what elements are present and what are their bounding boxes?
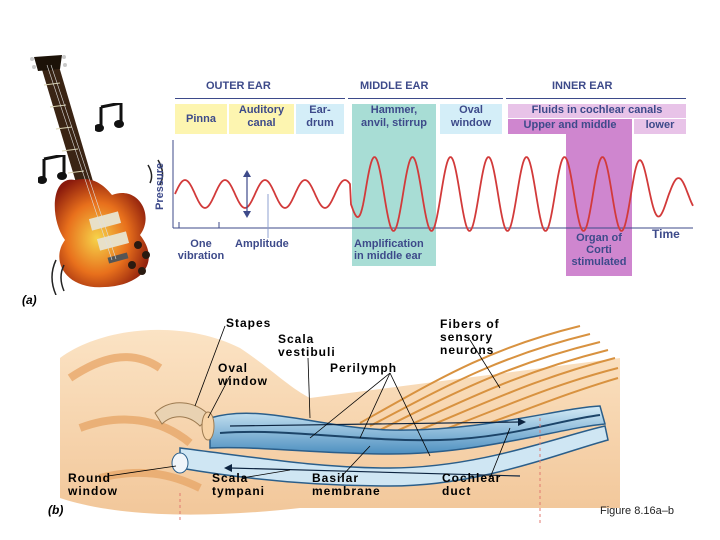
box-oval-window: Oval window — [440, 104, 502, 134]
label-cochlear-duct: Cochlear duct — [442, 471, 502, 498]
music-note-icon — [38, 155, 68, 185]
label-round-window: Round window — [68, 471, 118, 498]
label-stapes: Stapes — [226, 316, 272, 330]
label-oval-window: Oval window — [218, 361, 268, 388]
section-middle-ear: MIDDLE EAR — [360, 80, 429, 92]
label-scala-tympani: Scala tympani — [212, 471, 266, 498]
box-pinna: Pinna — [175, 104, 227, 134]
figure-caption: Figure 8.16a–b — [600, 505, 674, 517]
music-note-icon — [95, 103, 125, 133]
label-fibers-of-sensory-neurons: Fibers of sensory neurons — [440, 317, 500, 357]
organ-of-corti-label: Organ of Corti stimulated — [571, 232, 627, 268]
box-eardrum: Ear- drum — [296, 104, 344, 134]
box-hammer-anvil-stirrup: Hammer, anvil, stirrup — [352, 104, 436, 134]
amplitude-label: Amplitude — [235, 238, 289, 250]
label-scala-vestibuli: Scala vestibuli — [278, 332, 336, 359]
panel-b-tag: (b) — [48, 503, 64, 517]
section-outer-ear: OUTER EAR — [206, 80, 271, 92]
box-auditory-canal: Auditory canal — [229, 104, 294, 134]
y-axis-label: Pressure — [154, 162, 166, 210]
section-inner-ear: INNER EAR — [552, 80, 613, 92]
box-lower: lower — [634, 119, 686, 134]
box-fluids: Fluids in cochlear canals — [508, 104, 686, 118]
one-vibration-label: One vibration — [177, 238, 225, 262]
label-perilymph: Perilymph — [330, 361, 398, 375]
box-upper-middle: Upper and middle — [508, 119, 632, 134]
pressure-wave-graph — [165, 140, 700, 240]
panel-a-tag: (a) — [22, 293, 37, 307]
label-basilar-membrane: Basilar membrane — [312, 471, 381, 498]
x-axis-label: Time — [652, 227, 680, 241]
amplification-label: Amplification in middle ear — [354, 238, 424, 262]
